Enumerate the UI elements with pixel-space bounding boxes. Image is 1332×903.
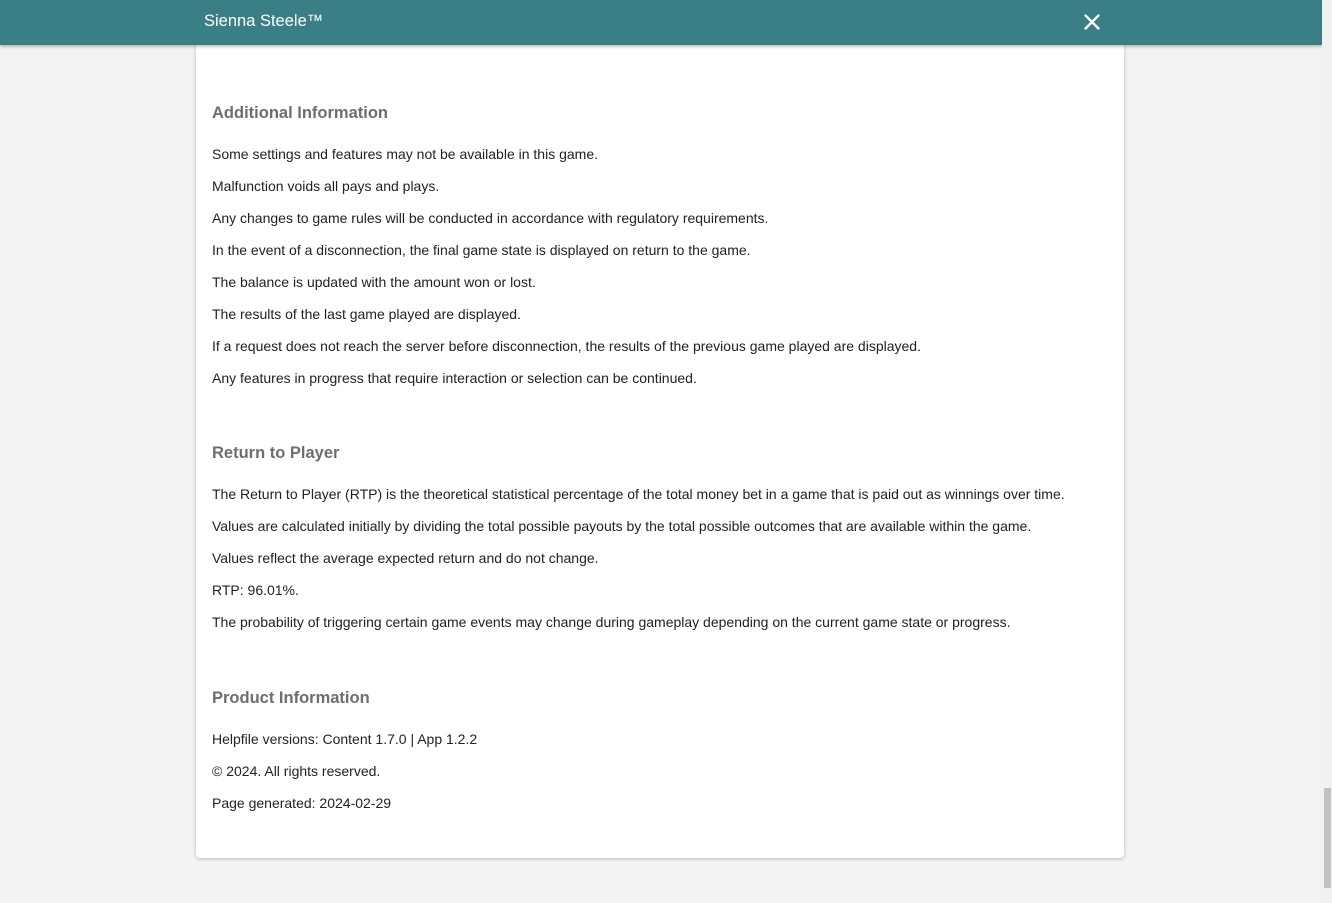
section-return-to-player <box>212 443 1112 646</box>
scrollbar[interactable] <box>1322 0 1332 903</box>
section-line: Any features in progress that require interaction or selection can be continued. <box>212 370 697 386</box>
copyright-text: © 2024. All rights reserved. <box>212 763 381 779</box>
section-line: Some settings and features may not be available in this game. <box>212 146 598 162</box>
section-heading: Product Information <box>212 689 370 707</box>
rtp-value: RTP: 96.01%. <box>212 582 299 598</box>
section-line: The probability of triggering certain game events may change during gameplay depending on the current game state or progress. <box>212 614 1011 630</box>
section-line: Malfunction voids all pays and plays. <box>212 178 440 194</box>
section-product-information <box>212 688 1112 827</box>
section-line: Any changes to game rules will be conducted in accordance with regulatory requirements. <box>212 210 769 226</box>
section-line: The balance is updated with the amount won or lost. <box>212 274 536 290</box>
section-line: The results of the last game played are displayed. <box>212 306 521 322</box>
section-line: Values are calculated initially by dividing the total possible payouts by the total possible outcomes that are available within the game. <box>212 518 1032 534</box>
close-icon[interactable] <box>1080 10 1104 34</box>
page-generated-date: Page generated: 2024-02-29 <box>212 795 392 811</box>
section-heading: Return to Player <box>212 444 340 462</box>
game-title: Sienna Steele™ <box>204 12 324 30</box>
scrollbar-thumb[interactable] <box>1324 788 1331 888</box>
section-line: If a request does not reach the server before disconnection, the results of the previous game played are displayed. <box>212 338 921 354</box>
helpfile-versions: Helpfile versions: Content 1.7.0 | App 1.2.2 <box>212 731 478 747</box>
section-line: In the event of a disconnection, the final game state is displayed on return to the game. <box>212 242 751 258</box>
section-additional-information <box>212 103 1112 402</box>
header-bar <box>0 0 1322 45</box>
section-line: The Return to Player (RTP) is the theoretical statistical percentage of the total money bet in a game that is paid out as winnings over time. <box>212 486 1065 502</box>
section-heading: Additional Information <box>212 104 388 122</box>
section-line: Values reflect the average expected return and do not change. <box>212 550 599 566</box>
